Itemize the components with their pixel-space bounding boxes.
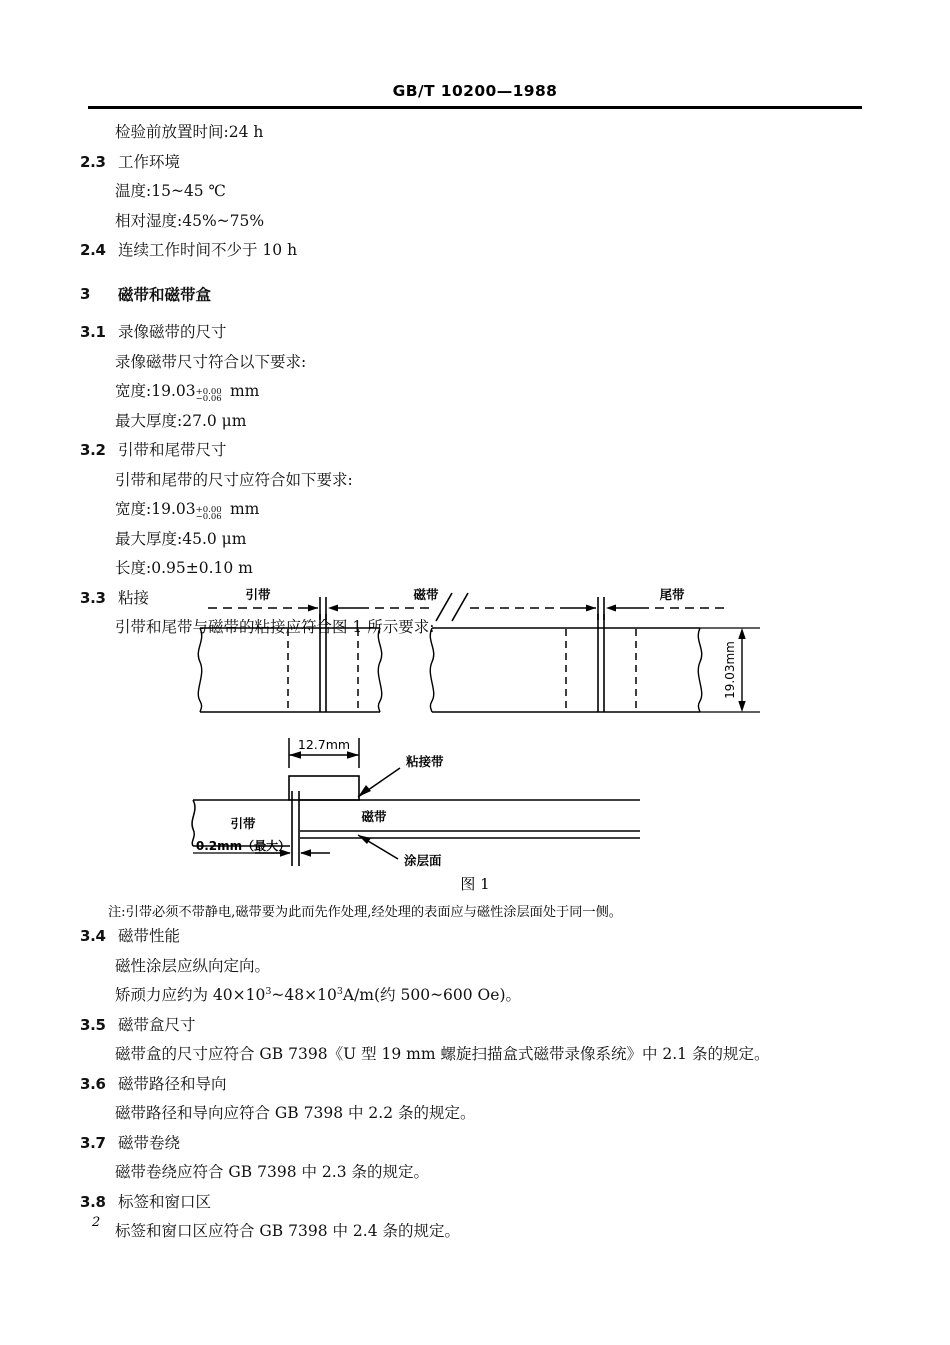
coercivity-text-a: 矫顽力应约为 40×10 <box>115 986 266 1004</box>
figure-dimension-gap-max: 0.2mm（最大） <box>195 839 291 853</box>
clause-number: 2.3 <box>80 152 106 171</box>
clause-title: 磁带路径和导向 <box>118 1074 227 1093</box>
clause-heading <box>0 1188 950 1218</box>
document-body-top <box>0 118 950 643</box>
body-text-line <box>0 118 950 148</box>
figure-dimension-splice-length: 12.7mm <box>297 737 351 752</box>
figure-1 <box>0 583 950 868</box>
figure-dimension-tape-width: 19.03mm <box>723 641 737 699</box>
body-text: 磁带卷绕应符合 GB 7398 中 2.3 条的规定。 <box>115 1163 430 1181</box>
dimension-prefix: 宽度:19.03 <box>115 500 196 518</box>
figure-label-splice-tape: 粘接带 <box>406 754 444 769</box>
clause-number: 3.7 <box>80 1133 106 1152</box>
body-text-line <box>0 348 950 378</box>
figure-1-svg <box>0 583 950 868</box>
page-number: 2 <box>92 1215 101 1230</box>
body-text-line <box>0 952 950 982</box>
body-text: 录像磁带尺寸符合以下要求: <box>115 352 307 371</box>
clause-heading <box>0 922 950 952</box>
clause-heading <box>0 148 950 178</box>
body-text: 磁带盒的尺寸应符合 GB 7398《U 型 19 mm 螺旋扫描盒式磁带录像系统》中 2.1 条的规定。 <box>115 1045 770 1063</box>
clause-title: 磁带卷绕 <box>118 1133 181 1152</box>
body-text-line <box>0 495 950 525</box>
clause-number: 3.8 <box>80 1192 106 1211</box>
figure-label-trailer-tape-top: 尾带 <box>659 587 685 602</box>
body-text-line <box>0 466 950 496</box>
dimension-unit: mm <box>225 500 260 518</box>
clause-number: 3 <box>80 284 91 303</box>
clause-title: 录像磁带的尺寸 <box>118 323 227 341</box>
standard-number: GB/T 10200—1988 <box>392 82 558 100</box>
clause-heading <box>0 1070 950 1100</box>
clause-number: 3.1 <box>80 323 106 341</box>
body-text-line <box>0 525 950 555</box>
clause-heading <box>0 1011 950 1041</box>
tolerance-notation <box>195 499 225 522</box>
body-text: 最大厚度:45.0 μm <box>115 529 247 548</box>
clause-number: 3.2 <box>80 441 106 459</box>
clause-title: 标签和窗口区 <box>118 1192 212 1211</box>
clause-title: 粘接 <box>118 588 150 607</box>
figure-label-magnetic-tape-top: 磁带 <box>413 587 439 602</box>
body-text-line <box>0 407 950 437</box>
clause-title: 引带和尾带尺寸 <box>118 441 227 459</box>
coercivity-text-c: A/m(约 500~600 Oe)。 <box>342 986 521 1004</box>
clause-number: 3.5 <box>80 1015 106 1034</box>
body-text-line <box>0 981 950 1011</box>
clause-number: 3.4 <box>80 927 106 945</box>
tolerance-lower: −0.06 <box>195 393 222 404</box>
coercivity-exponent-a: 3 <box>265 985 272 997</box>
tolerance-upper: +0.00 <box>195 386 222 397</box>
clause-number: 3.6 <box>80 1074 106 1093</box>
spacer <box>0 266 950 280</box>
document-body-bottom <box>0 922 950 1247</box>
figure-note: 注:引带必须不带静电,磁带要为此而先作处理,经处理的表面应与磁性涂层面处于同一侧。 <box>108 905 622 920</box>
clause-title: 磁带性能 <box>118 927 181 945</box>
tolerance-lower: −0.06 <box>195 511 222 522</box>
body-text: 磁带路径和导向应符合 GB 7398 中 2.2 条的规定。 <box>115 1104 476 1122</box>
body-text-line <box>0 1217 950 1247</box>
body-text: 长度:0.95±0.10 m <box>115 559 253 577</box>
body-text-line <box>0 1099 950 1129</box>
coercivity-exponent-b: 3 <box>336 985 343 997</box>
page-header <box>0 82 950 100</box>
body-text: 磁性涂层应纵向定向。 <box>115 956 271 975</box>
clause-title: 磁带盒尺寸 <box>118 1015 196 1034</box>
clause-heading <box>0 236 950 266</box>
spacer <box>0 309 950 318</box>
figure-label-magnetic-tape-detail: 磁带 <box>361 809 387 824</box>
body-text-line <box>0 554 950 584</box>
coercivity-text-b: ~48×10 <box>271 986 337 1004</box>
clause-title: 连续工作时间不少于 10 h <box>118 241 298 259</box>
clause-title: 工作环境 <box>118 152 181 171</box>
body-text: 最大厚度:27.0 μm <box>115 411 247 430</box>
body-text-line <box>0 377 950 407</box>
body-text-line <box>0 207 950 237</box>
clause-number: 2.4 <box>80 241 106 259</box>
dimension-unit: mm <box>225 382 260 400</box>
header-rule <box>88 106 862 109</box>
tolerance-notation <box>195 381 225 404</box>
body-text: 引带和尾带与磁带的粘接应符合图 1 所示要求: <box>115 618 435 636</box>
body-text: 标签和窗口区应符合 GB 7398 中 2.4 条的规定。 <box>115 1222 461 1240</box>
figure-label-leader-tape-top: 引带 <box>245 587 271 602</box>
body-text-line <box>0 177 950 207</box>
clause-heading <box>0 436 950 466</box>
clause-heading <box>0 1129 950 1159</box>
clause-heading <box>0 318 950 348</box>
figure-label-coating-side: 涂层面 <box>404 853 442 868</box>
dimension-prefix: 宽度:19.03 <box>115 382 196 400</box>
figure-caption: 图 1 <box>460 875 490 893</box>
body-text-line <box>0 1158 950 1188</box>
clause-number: 3.3 <box>80 588 106 607</box>
body-text-line <box>0 1040 950 1070</box>
body-text: 相对湿度:45%~75% <box>115 211 265 230</box>
tolerance-upper: +0.00 <box>195 504 222 515</box>
figure-label-leader-tape-detail: 引带 <box>230 816 256 831</box>
body-text: 温度:15~45 ℃ <box>115 182 226 200</box>
clause-title: 磁带和磁带盒 <box>118 284 212 304</box>
body-text: 检验前放置时间:24 h <box>115 123 264 141</box>
section-heading <box>0 280 950 310</box>
body-text: 引带和尾带的尺寸应符合如下要求: <box>115 470 353 489</box>
